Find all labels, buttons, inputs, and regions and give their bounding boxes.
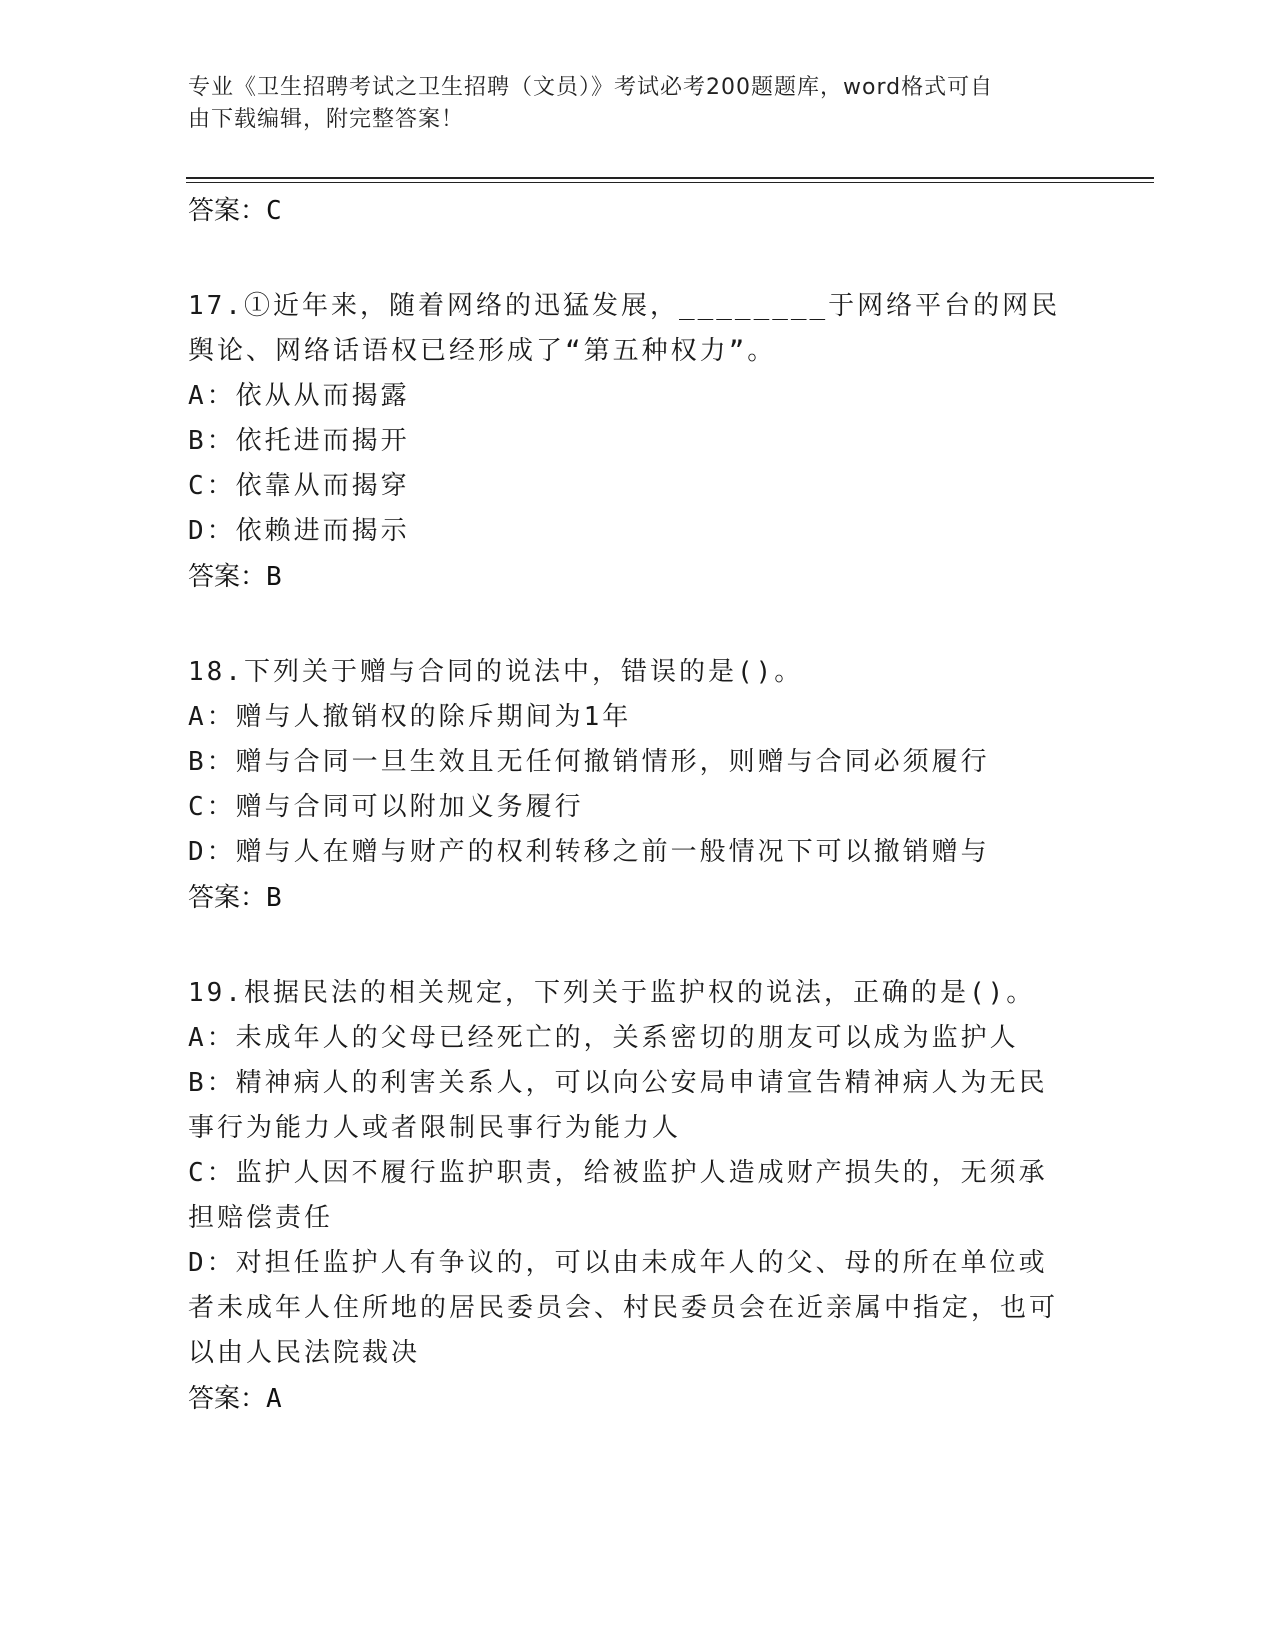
header-line-1: 专业《卫生招聘考试之卫生招聘（文员）》考试必考200题题库，word格式可自 [188,75,994,100]
answer-line [188,188,1088,234]
answer-value: C [266,196,282,226]
header-divider-thin [186,182,1154,183]
answer-label: 答案： [188,883,267,913]
answer-line [188,875,1088,921]
option-a: A：依从从而揭露 [188,381,410,411]
answer-line [188,1376,1088,1422]
answer-label: 答案： [188,1384,267,1414]
option-b: B：赠与合同一旦生效且无任何撤销情形，则赠与合同必须履行 [188,747,990,777]
option-b: B：精神病人的利害关系人，可以向公安局申请宣告精神病人为无民事行为能力人或者限制民事行为能力人 [188,1068,1048,1143]
header-divider-thick [186,177,1154,179]
header-line-2: 由下载编辑，附完整答案！ [188,107,465,132]
option-c: C：监护人因不履行监护职责，给被监护人造成财产损失的，无须承担赔偿责任 [188,1158,1048,1233]
option-c: C：赠与合同可以附加义务履行 [188,792,584,822]
answer-value: B [266,883,282,913]
option-c: C：依靠从而揭穿 [188,471,410,501]
answer-label: 答案： [188,562,267,592]
question-19 [188,971,1088,1422]
question-18 [188,650,1088,921]
option-a: A：未成年人的父母已经死亡的，关系密切的朋友可以成为监护人 [188,1023,1019,1053]
question-17 [188,284,1088,600]
answer-value: B [266,562,282,592]
document-body [188,188,1088,1422]
option-d: D：赠与人在赠与财产的权利转移之前一般情况下可以撤销赠与 [188,837,990,867]
question-text: 18.下列关于赠与合同的说法中，错误的是()。 [188,657,804,687]
question-text: 19.根据民法的相关规定，下列关于监护权的说法，正确的是()。 [188,978,1036,1008]
option-d: D：依赖进而揭示 [188,516,410,546]
answer-label: 答案： [188,196,267,226]
document-header [188,72,1068,136]
answer-line [188,554,1088,600]
option-d: D：对担任监护人有争议的，可以由未成年人的父、母的所在单位或者未成年人住所地的居民委员会、村民委员会在近亲属中指定，也可以由人民法院裁决 [188,1248,1059,1368]
option-a: A：赠与人撤销权的除斥期间为1年 [188,702,632,732]
answer-value: A [266,1384,282,1414]
option-b: B：依托进而揭开 [188,426,410,456]
question-text: 17.①近年来，随着网络的迅猛发展，________于网络平台的网民舆论、网络话语权已经形成了“第五种权力”。 [188,291,1061,366]
